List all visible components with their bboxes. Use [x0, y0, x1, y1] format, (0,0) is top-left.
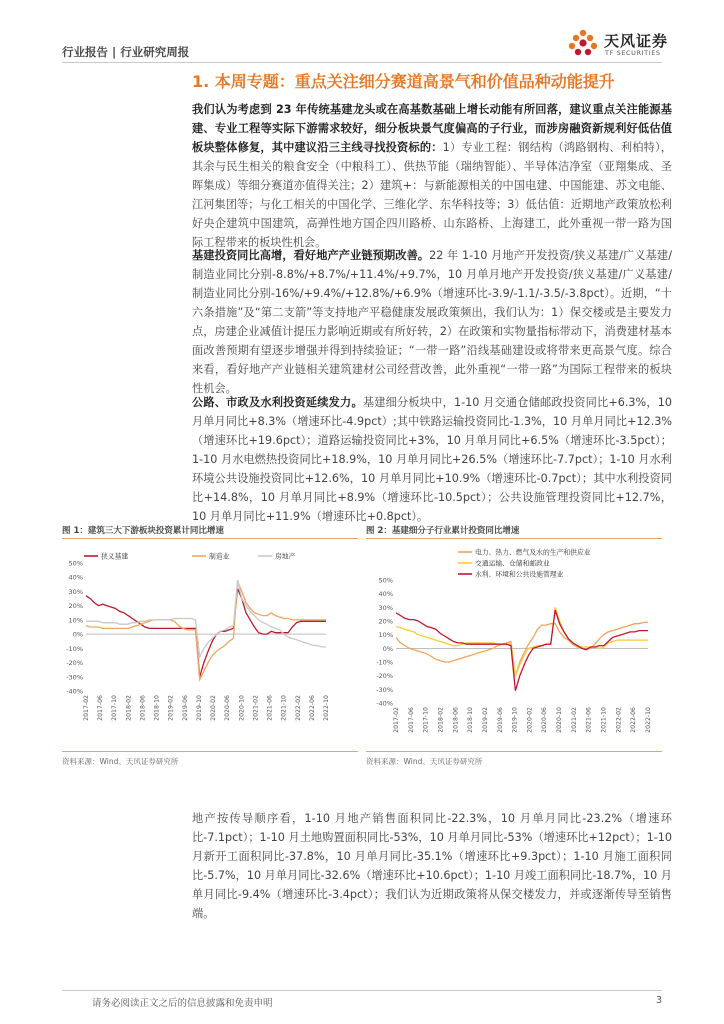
series-line [86, 589, 326, 677]
legend-label: 房地产 [275, 552, 296, 561]
x-tick-label: 2020-02 [526, 707, 534, 733]
x-tick-label: 2019-02 [167, 695, 175, 721]
x-tick-label: 2021-10 [280, 695, 288, 721]
chart-1-title: 图 1：建筑三大下游板块投资累计同比增速 [62, 526, 224, 536]
paragraph-2-body: 22 年 1-10 月地产开发投资/狭义基建/广义基建/制造业同比分别-8.8%/+8.7%/+11.4%/+9.7%，10 月单月地产开发投资/狭义基建/广义基建/制造业同比分别-16%/+9.4%/+12.8%/+6.9%（增速环比-3.9/-1.1/-3.5/-3.8pct）。近期，“十六条措施”及“第二支箭”等支持地产平稳健康发展政策频出，我们认为：1）保交楼或是主要发力点，房建企业减值计提压力影响近期或有所好转，2）在政策和实物量指标带动下，消费建材基本面改善预期有望逐步增强并得到持续验证；“一带一路”沿线基础建设或将带来更高景气度。综合来看，看好地产产业链相关建筑建材公司经营改善，此外重视“一带一路”为国际工程带来的板块性机会。 [192, 249, 672, 395]
y-tick-label: 30% [378, 603, 393, 612]
y-tick-label: -40% [66, 687, 83, 696]
x-tick-label: 2020-06 [541, 707, 549, 733]
report-category: 行业报告 | 行业研究周报 [62, 45, 190, 59]
chart-1-title-rule [62, 538, 358, 539]
paragraph-3-body: 基建细分板块中，1-10 月交通仓储邮政投资同比+6.3%，10 月单月同比+8.3%（增速环比-4.9pct）;其中铁路运输投资同比-1.3%，10 月单月同比+12.3%（增速环比+19.6pct）；道路运输投资同比+3%，10 月单月同比+6.5%（增速环比-3.5pct）；1-10 月水电燃热投资同比+18.9%，10 月单月同比+26.5%（增速环比-7.7pct）；1-10 月水利环境公共设施投资同比+12.6%，10 月单月同比+10.9%（增速环比-0.7pct）；其中水利投资同比+14.8%，10 月单月同比+8.9%（增速环比-10.5pct）；公共设施管理投资同比+12.7%，10 月单月同比+11.9%（增速环比+0.8pct）。 [192, 396, 672, 523]
paragraph-1-lead: 我们认为考虑到 23 年传统基建龙头或在高基数基础上增长动能有所回落，建议重点关注能源基建、专业工程等实际下游需求较好，细分板块景气度偏高的子行业，而涉房融资新规利好低估值板块整体修复，其中建议沿三主线寻找投资标的： [192, 103, 672, 154]
x-tick-label: 2022-02 [615, 707, 623, 733]
y-tick-label: -10% [376, 658, 393, 667]
legend-label: 交通运输、仓储和邮政业 [475, 559, 550, 568]
x-tick-label: 2018-10 [467, 707, 475, 733]
x-tick-label: 2020-06 [224, 695, 232, 721]
paragraph-3 [192, 393, 672, 526]
paragraph-3-lead: 公路、市政及水利投资延续发力。 [192, 396, 363, 409]
legend-label: 制造业 [209, 552, 230, 561]
chart-1-bottom-rule [62, 751, 358, 752]
page-number: 3 [655, 995, 662, 1006]
y-tick-label: -20% [376, 672, 393, 681]
y-tick-label: -40% [376, 699, 393, 708]
y-tick-label: 50% [378, 576, 393, 585]
y-tick-label: 10% [378, 631, 393, 640]
x-tick-label: 2022-06 [630, 707, 638, 733]
x-tick-label: 2018-02 [437, 707, 445, 733]
paragraph-4: 地产按传导顺序看，1-10 月地产销售面积同比-22.3%，10 月单月同比-23.2%（增速环比-7.1pct）；1-10 月土地购置面积同比-53%，10 月单月同比-53%（增速环比+12pct）；1-10 月新开工面积同比-37.8%，10 月单月同比-35.1%（增速环比+9.3pct）；1-10 月施工面积同比-5.7%，10 月单月同比-32.6%（增速环比+10.6pct）；1-10 月竣工面积同比-18.7%，10 月单月同比-9.4%（增速环比-3.4pct）；我们认为近期政策将从保交楼发力，并或逐渐传导至销售端。 [192, 812, 672, 920]
y-tick-label: 0% [382, 644, 393, 653]
x-tick-label: 2020-10 [238, 695, 246, 721]
x-tick-label: 2017-02 [393, 707, 400, 733]
y-tick-label: 10% [68, 616, 83, 625]
x-tick-label: 2019-06 [181, 695, 189, 721]
section-title: 1. 本周专题：重点关注细分赛道高景气和价值品种动能提升 [192, 72, 615, 91]
footer-divider [62, 990, 662, 991]
chart-2-bottom-rule [366, 751, 662, 752]
y-tick-label: 30% [68, 587, 83, 596]
x-tick-label: 2019-06 [496, 707, 504, 733]
x-tick-label: 2022-10 [645, 707, 652, 733]
y-tick-label: -30% [66, 673, 83, 682]
x-tick-label: 2022-10 [323, 695, 330, 721]
x-tick-label: 2018-10 [153, 695, 161, 721]
logo-mark-icon [566, 26, 600, 60]
x-tick-label: 2021-06 [585, 707, 593, 733]
chart-1-plot [62, 541, 358, 749]
chart-1-source: 资料来源：Wind、天风证券研究所 [62, 757, 179, 766]
x-tick-label: 2021-02 [252, 695, 260, 721]
y-tick-label: 40% [378, 590, 393, 599]
chart-1 [62, 519, 358, 771]
y-tick-label: 20% [68, 602, 83, 611]
x-tick-label: 2019-10 [195, 695, 203, 721]
series-line [396, 622, 648, 675]
x-tick-label: 2020-10 [556, 707, 564, 733]
paragraph-2 [192, 246, 672, 398]
x-tick-label: 2021-02 [570, 707, 578, 733]
x-tick-label: 2017-06 [407, 707, 415, 733]
legend-label: 狭义基建 [101, 552, 129, 561]
logo-text-cn: 天风证券 [604, 32, 669, 50]
logo-text-en: TF SECURITIES [605, 49, 661, 57]
x-tick-label: 2020-02 [210, 695, 218, 721]
x-tick-label: 2018-02 [125, 695, 133, 721]
x-tick-label: 2021-10 [600, 707, 608, 733]
y-tick-label: -10% [66, 644, 83, 653]
chart-2-source: 资料来源：Wind、天风证券研究所 [366, 757, 483, 766]
y-tick-label: 20% [378, 617, 393, 626]
y-tick-label: -20% [66, 659, 83, 668]
x-tick-label: 2018-06 [139, 695, 147, 721]
legend-label: 水利、环境和公共设施管理业 [475, 570, 564, 579]
series-line [396, 607, 648, 675]
x-tick-label: 2022-02 [294, 695, 302, 721]
x-tick-label: 2021-06 [266, 695, 274, 721]
x-tick-label: 2022-06 [308, 695, 316, 721]
series-line [396, 610, 648, 691]
x-tick-label: 2017-02 [83, 695, 90, 721]
chart-2-title: 图 2：基建细分子行业累计投资同比增速 [366, 526, 520, 536]
x-tick-label: 2019-02 [481, 707, 489, 733]
x-tick-label: 2018-06 [452, 707, 460, 733]
y-tick-label: 0% [72, 630, 83, 639]
chart-2 [366, 519, 662, 771]
x-tick-label: 2017-06 [97, 695, 105, 721]
y-tick-label: -30% [376, 685, 393, 694]
header-divider [62, 62, 662, 63]
x-tick-label: 2017-10 [111, 695, 119, 721]
chart-2-plot [366, 541, 662, 749]
chart-2-title-rule [366, 538, 662, 539]
company-logo [566, 26, 676, 62]
paragraph-2-lead: 基建投资同比高增，看好地产产业链预期改善。 [192, 249, 430, 262]
y-tick-label: 40% [68, 573, 83, 582]
y-tick-label: 50% [68, 559, 83, 568]
x-tick-label: 2019-10 [511, 707, 519, 733]
paragraph-1 [192, 100, 672, 252]
paragraph-1-body: 1）专业工程：钢结构（鸿路钢构、利柏特），其余与民生相关的粮食安全（中粮科工）、供热节能（瑞纳智能）、半导体洁净室（亚翔集成、圣晖集成）等细分赛道亦值得关注；2）建筑+：与新能源相关的中国电建、中国能建、苏文电能、江河集团等；与化工相关的中国化学、三维化学、东华科技等；3）低估值：近期地产政策放松利好央企建筑中国建筑，高弹性地方国企四川路桥、山东路桥、上海建工，此外重视一带一路为国际工程带来的板块性机会。 [192, 141, 672, 249]
footer-disclaimer: 请务必阅读正文之后的信息披露和免责申明 [92, 998, 273, 1009]
legend-label: 电力、热力、燃气及水的生产和供应业 [475, 548, 591, 557]
x-tick-label: 2017-10 [422, 707, 430, 733]
